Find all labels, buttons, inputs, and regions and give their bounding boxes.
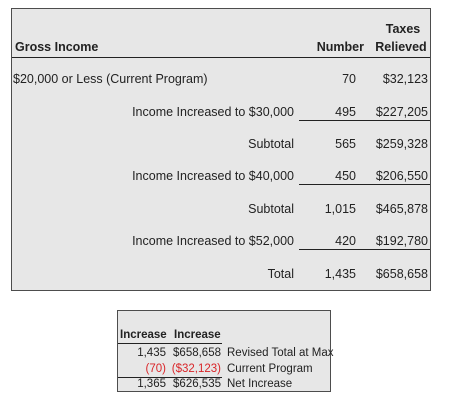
mini-row-amount: ($32,123)	[171, 363, 221, 375]
row-taxes: $227,205	[375, 105, 428, 119]
increase-summary-table	[117, 310, 334, 392]
row-label: Subtotal	[248, 137, 294, 151]
row-number: 565	[335, 137, 356, 151]
mini-row-count: 1,435	[137, 347, 166, 359]
row-number: 495	[335, 105, 356, 119]
mini-row-count: (70)	[145, 363, 166, 375]
row-taxes: $658,658	[375, 267, 428, 281]
mini-header-underline	[118, 343, 222, 344]
total-rule	[299, 249, 430, 250]
mini-row-amount: $626,535	[173, 378, 221, 390]
row-taxes: $32,123	[382, 72, 428, 86]
tax-relief-table	[11, 8, 431, 291]
row-taxes: $192,780	[375, 234, 428, 248]
mini-row-label: Current Program	[227, 363, 313, 375]
header-taxes-line1: Taxes	[385, 22, 421, 36]
row-number: 1,015	[324, 202, 356, 216]
mini-row-label: Net Increase	[227, 378, 293, 390]
row-number: 70	[342, 72, 356, 86]
header-underline	[12, 57, 430, 58]
row-taxes: $259,328	[375, 137, 428, 151]
row-label: Total	[267, 267, 294, 281]
row-number: 420	[335, 234, 356, 248]
row-label: Subtotal	[248, 202, 294, 216]
mini-row-amount: $658,658	[173, 347, 221, 359]
row-label: $20,000 or Less (Current Program)	[13, 72, 208, 86]
header-increase-count: Increase	[120, 329, 167, 341]
subtotal-rule	[299, 120, 430, 121]
header-increase-amount: Increase	[174, 329, 221, 341]
header-gross-income: Gross Income	[15, 40, 99, 54]
row-taxes: $465,878	[375, 202, 428, 216]
row-number: 1,435	[324, 267, 356, 281]
subtotal-rule	[299, 184, 430, 185]
row-label: Income Increased to $52,000	[132, 234, 294, 248]
row-label: Income Increased to $40,000	[132, 169, 294, 183]
row-taxes: $206,550	[375, 169, 428, 183]
mini-row-label: Revised Total at Max	[227, 347, 334, 359]
header-taxes-line2: Relieved	[375, 40, 427, 54]
row-label: Income Increased to $30,000	[132, 105, 294, 119]
mini-row-count: 1,365	[137, 378, 166, 390]
row-number: 450	[335, 169, 356, 183]
header-number: Number	[316, 40, 364, 54]
